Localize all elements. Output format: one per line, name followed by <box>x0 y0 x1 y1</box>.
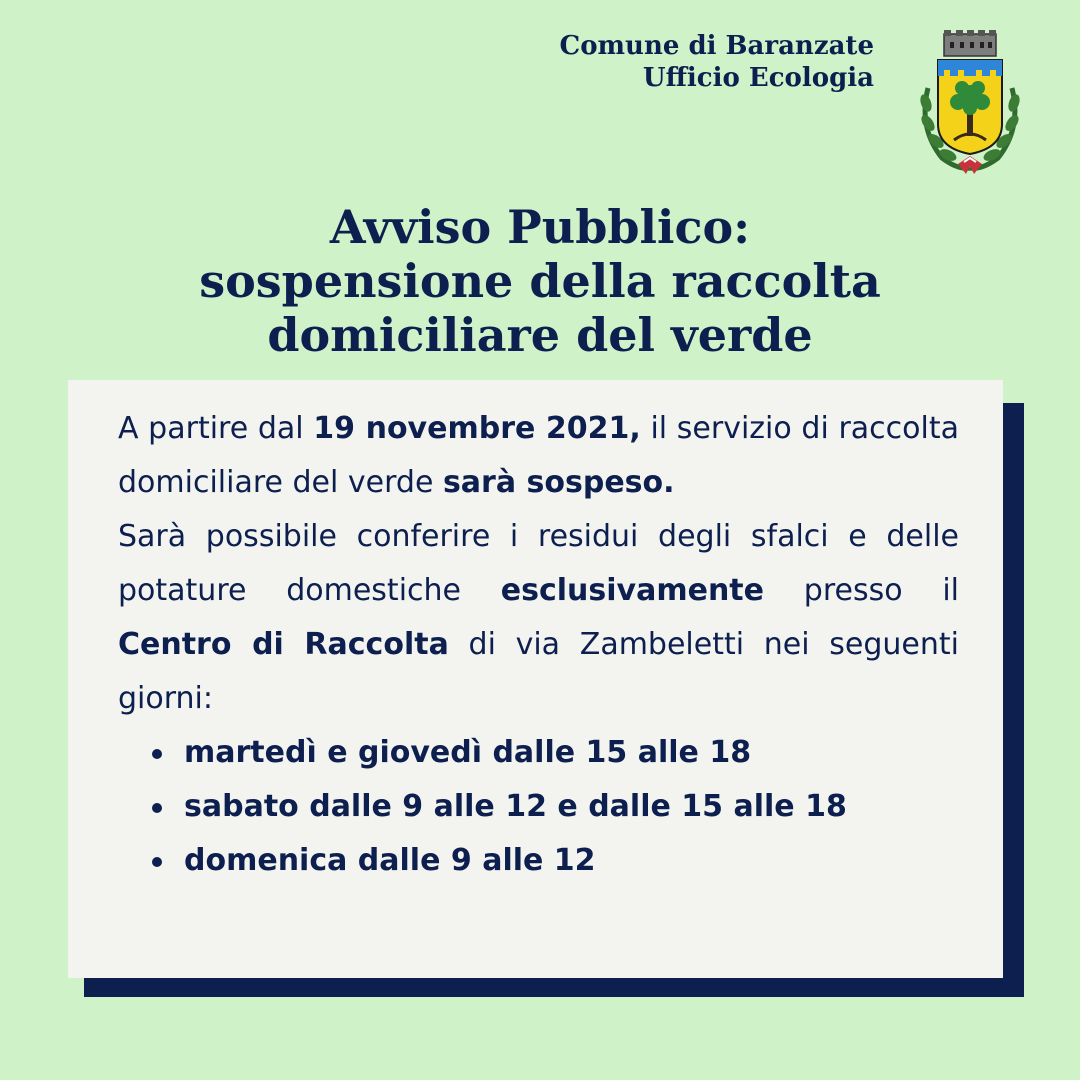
p2-text-b: presso il <box>764 573 960 608</box>
page-title <box>40 200 1040 362</box>
collection-centre: Centro di Raccolta <box>118 627 449 662</box>
p2-text-c: di via Zambeletti nei seguenti giorni: <box>118 627 959 716</box>
p1-text-a: A partire dal <box>118 411 314 446</box>
title-line-2: sospensione della raccolta <box>199 254 881 308</box>
notice-paragraph-1 <box>118 402 959 510</box>
exclusive-note: esclusivamente <box>500 573 764 608</box>
title-line-3: domiciliare del verde <box>267 308 813 362</box>
title-line-1: Avviso Pubblico: <box>329 200 751 254</box>
schedule-item: domenica dalle 9 alle 12 <box>152 834 959 888</box>
schedule-item: sabato dalle 9 alle 12 e dalle 15 alle 18 <box>152 780 959 834</box>
suspension-note: sarà sospeso. <box>442 465 675 500</box>
schedule-item: martedì e giovedì dalle 15 alle 18 <box>152 726 959 780</box>
notice-card <box>68 380 1003 978</box>
p1-text-b: il servizio di raccolta domiciliare del verde <box>118 411 959 500</box>
schedule-list <box>118 726 959 888</box>
coat-of-arms-icon <box>914 28 1026 178</box>
notice-paragraph-2 <box>118 510 959 726</box>
municipality-name: Comune di Baranzate <box>559 31 874 61</box>
start-date: 19 novembre 2021, <box>313 411 641 446</box>
office-name: Ufficio Ecologia <box>642 63 874 93</box>
p2-text-a: Sarà possibile conferire i residui degli sfalci e delle potature domestiche <box>118 519 959 608</box>
office-header <box>560 30 875 94</box>
